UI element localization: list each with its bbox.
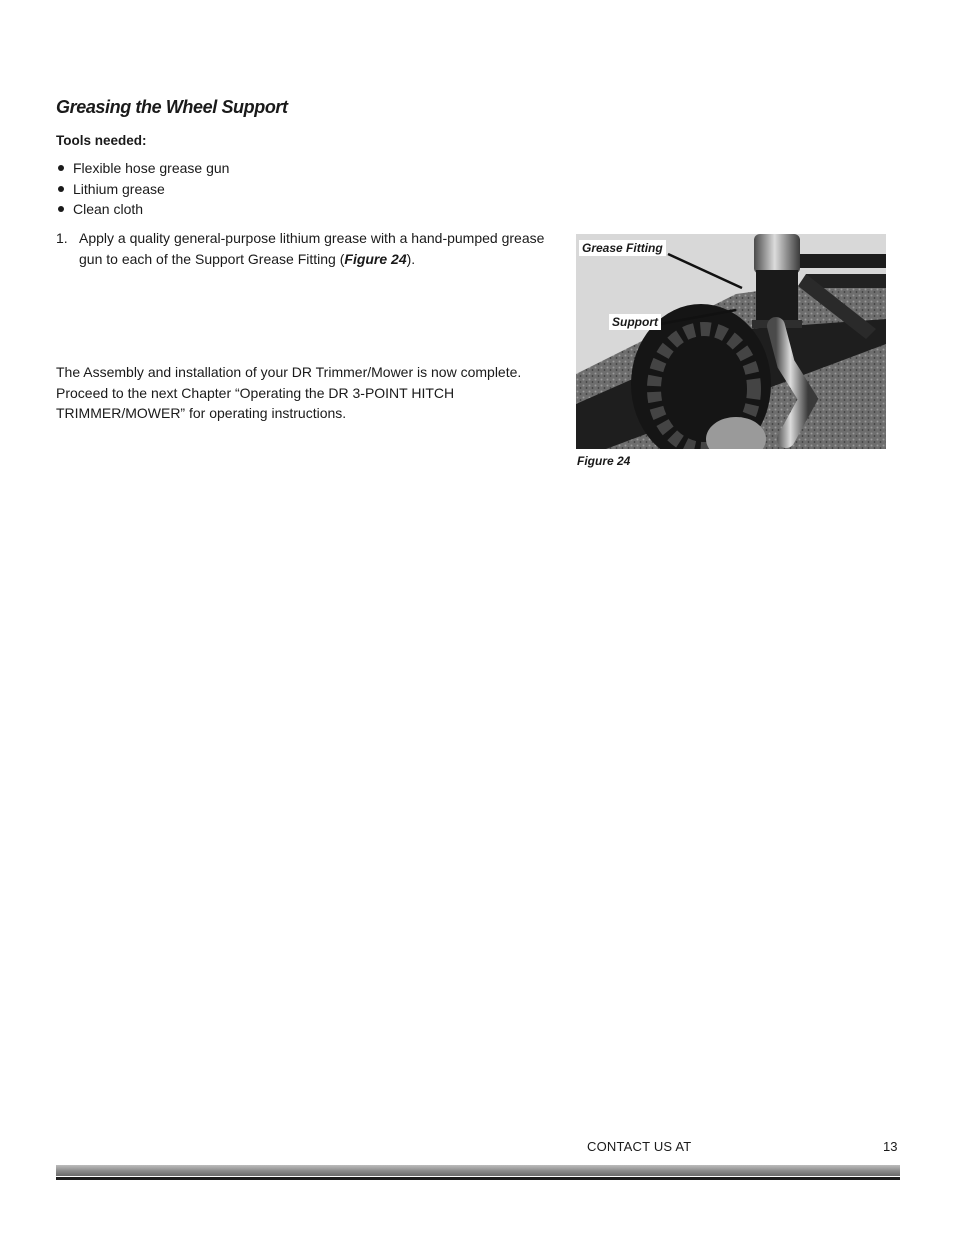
footer-bar [56, 1165, 900, 1176]
page-number: 13 [883, 1139, 898, 1154]
section-title: Greasing the Wheel Support [56, 97, 288, 117]
wheel-support-photo [576, 234, 886, 449]
list-item [56, 199, 229, 220]
figure-caption: Figure 24 [577, 454, 631, 468]
tools-heading: Tools needed: [56, 133, 147, 148]
list-item [56, 179, 229, 200]
step-number: 1. [56, 230, 68, 246]
step-text-before: Apply a quality general-purpose lithium grease with a hand-pumped grease gun to each of the Support Grease Fitting ( [79, 230, 545, 267]
footer-rule [56, 1177, 900, 1180]
closing-paragraph: The Assembly and installation of your DR Trimmer/Mower is now complete. Proceed to the next Chapter “Operating the DR 3-POINT HITCH TRIMMER/MOWER” for operating instructions. [56, 364, 522, 421]
footer-contact: CONTACT US AT [587, 1139, 692, 1154]
bullet-icon [58, 186, 64, 192]
tool-label: Flexible hose grease gun [73, 160, 230, 176]
tools-list [56, 158, 229, 220]
list-item [56, 158, 229, 179]
support-label: Support [609, 314, 661, 330]
figure-photo [576, 234, 886, 449]
step-text-after: ). [406, 251, 416, 267]
step-text [56, 228, 568, 270]
figure-reference: Figure 24 [344, 251, 407, 267]
grease-fitting-label: Grease Fitting [579, 240, 666, 256]
tool-label: Clean cloth [73, 201, 144, 217]
bullet-icon [58, 165, 64, 171]
bullet-icon [58, 206, 64, 212]
step-1 [56, 228, 568, 270]
tool-label: Lithium grease [73, 180, 165, 197]
